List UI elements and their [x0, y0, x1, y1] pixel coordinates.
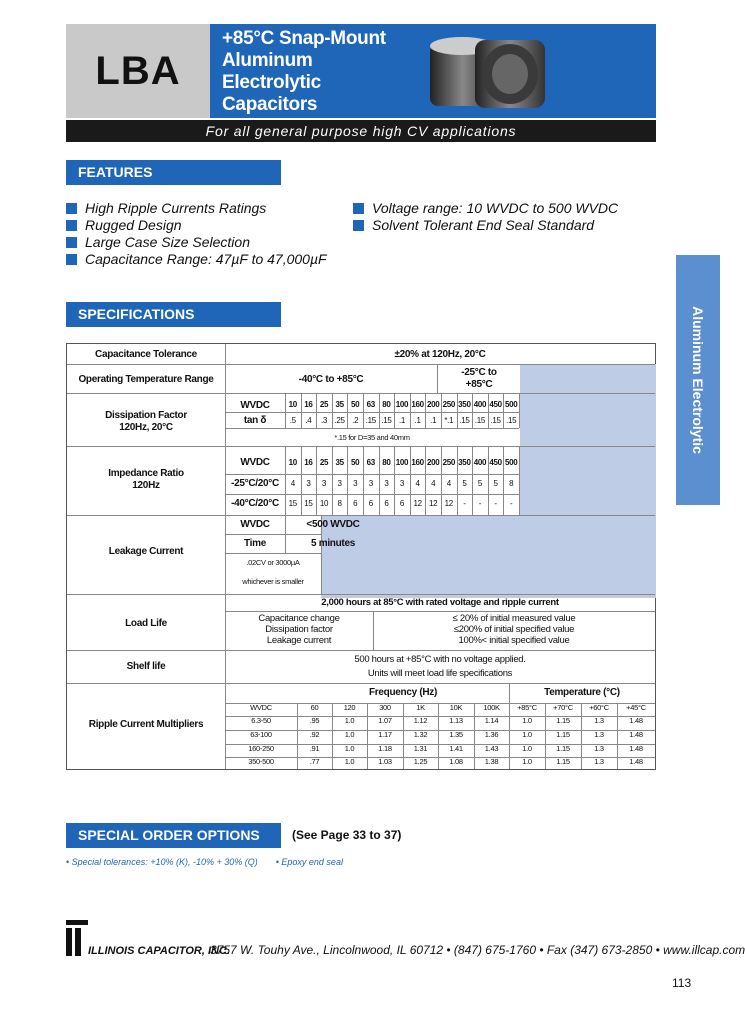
grid-line [347, 393, 348, 428]
grid-cell: 500 [504, 400, 518, 409]
ripple-cell: 1.15 [556, 730, 570, 739]
grid-cell: 500 [504, 458, 518, 467]
df-label: Dissipation Factor 120Hz, 20°C [105, 410, 187, 433]
load-param: Leakage current [266, 634, 332, 646]
grid-cell: 3 [306, 479, 311, 488]
grid-cell: 4 [290, 479, 295, 488]
grid-line [316, 446, 317, 515]
grid-cell: 350 [458, 400, 471, 409]
grid-cell: - [478, 499, 482, 508]
grid-line [285, 393, 286, 428]
bullet-square-icon [66, 254, 77, 265]
features-heading: FEATURES [66, 160, 281, 185]
ripple-cell: 1.41 [449, 744, 463, 753]
grid-cell: 200 [426, 458, 440, 467]
leak-formula: .02CV or 3000µA [246, 558, 300, 567]
feature-item [66, 217, 182, 234]
leak-time-value: 5 minutes [311, 538, 355, 549]
grid-line [488, 393, 489, 428]
ripple-cell: 1.0 [522, 744, 532, 753]
ripple-col-header: +85°C [517, 703, 537, 712]
load-param: Capacitance change [258, 613, 340, 624]
grid-line [425, 446, 426, 515]
grid-cell: 3 [368, 479, 373, 488]
grid-cell: 35 [335, 400, 344, 409]
ripple-cell: 1.0 [522, 716, 532, 725]
ripple-cell: 1.3 [594, 757, 604, 766]
grid-line [519, 446, 520, 515]
freq-label: Frequency (Hz) [368, 687, 438, 698]
temp-label: Operating Temperature Range [78, 374, 214, 385]
ripple-grid-line [474, 703, 475, 769]
grid-cell: 6 [399, 499, 405, 508]
bullet-square-icon [353, 220, 364, 231]
ripple-cell: 6.3-50 [251, 716, 271, 725]
leak-wvdc-value: <500 WVDC [306, 519, 360, 530]
grid-cell: .15 [365, 416, 376, 425]
grid-cell: 16 [304, 458, 313, 467]
grid-line [301, 446, 302, 515]
side-tab[interactable] [676, 255, 720, 505]
feature-text: Rugged Design [85, 217, 182, 233]
grid-cell: 8 [509, 479, 514, 488]
grid-line [519, 393, 520, 428]
grid-line [394, 446, 395, 515]
grid-cell: 12 [429, 499, 438, 508]
grid-cell: 63 [366, 400, 375, 409]
footer-address: 3757 W. Touhy Ave., Lincolnwood, IL 60712 • (847) 675-1760 • Fax (347) 673-2850 • www.illcap.com [210, 943, 745, 957]
ripple-col-header: 300 [379, 703, 391, 712]
feature-text: Solvent Tolerant End Seal Standard [372, 217, 595, 233]
bullet-square-icon [66, 220, 77, 231]
grid-cell: 4 [431, 479, 436, 488]
feature-text: Voltage range: 10 WVDC to 500 WVDC [372, 200, 619, 216]
special-order-item: • Special tolerances: +10% (K), -10% + 30% (Q) [66, 857, 258, 867]
shelf-label: Shelf life [126, 661, 166, 672]
ripple-grid-line [438, 703, 439, 769]
leak-label: Leakage Current [108, 546, 184, 557]
grid-cell: 8 [337, 499, 342, 508]
ripple-cell: 1.0 [522, 730, 532, 739]
grid-cell: 12 [413, 499, 422, 508]
grid-line [425, 393, 426, 428]
ripple-label: Ripple Current Multipliers [88, 719, 204, 730]
ripple-col-header: 10K [449, 703, 463, 712]
ripple-grid-line [581, 703, 582, 769]
special-order-note: (See Page 33 to 37) [292, 828, 402, 842]
grid-line [332, 393, 333, 428]
grid-cell: 10 [319, 499, 329, 508]
grid-cell: 350 [458, 458, 471, 467]
grid-cell: 15 [288, 499, 297, 508]
ripple-cell: 1.0 [344, 757, 355, 766]
specifications-heading: SPECIFICATIONS [66, 302, 281, 327]
feature-item [353, 200, 618, 217]
grid-cell: .25 [334, 416, 345, 425]
ripple-cell: 1.48 [629, 716, 643, 725]
grid-cell: 450 [489, 400, 502, 409]
leak-whichever: whichever is smaller [242, 577, 304, 586]
ripple-cell: 1.48 [629, 757, 643, 766]
grid-cell: .15 [506, 416, 517, 425]
temp-value-1: -40°C to +85°C [298, 374, 364, 385]
grid-cell: 3 [384, 479, 389, 488]
bullet-square-icon [353, 203, 364, 214]
special-order-item: • Epoxy end seal [275, 857, 343, 867]
grid-cell: 3 [337, 479, 342, 488]
grid-cell: 3 [399, 479, 405, 488]
grid-cell: 10 [288, 400, 297, 409]
specifications-table [66, 343, 656, 770]
shade-block-1 [520, 364, 656, 598]
df-wvdc-label: WVDC [240, 400, 270, 411]
ripple-cell: 1.15 [556, 757, 570, 766]
ripple-cell: 160-250 [248, 744, 274, 753]
ripple-grid-line [545, 703, 546, 769]
grid-cell: - [510, 499, 513, 508]
grid-line [457, 446, 458, 515]
grid-line [379, 393, 380, 428]
grid-cell: 3 [353, 479, 358, 488]
imp-row1-label: -25°C/20°C [231, 478, 279, 489]
ripple-cell: 1.35 [449, 730, 463, 739]
ripple-cell: 1.0 [522, 757, 532, 766]
ripple-cell: 1.14 [484, 716, 499, 725]
ripple-cell: 1.0 [344, 744, 355, 753]
grid-cell: 15 [304, 499, 313, 508]
ripple-cell: 1.3 [594, 716, 604, 725]
leak-time-label: Time [244, 538, 266, 549]
ripple-col-header: +60°C [589, 703, 609, 712]
ripple-grid-line [332, 703, 333, 769]
grid-line [285, 446, 286, 515]
grid-cell: 450 [489, 458, 502, 467]
ripple-col-header: 60 [310, 703, 319, 712]
temp-mult-label: Temperature (°C) [544, 687, 620, 698]
grid-cell: 5 [477, 479, 483, 488]
grid-cell: 250 [442, 458, 456, 467]
ripple-cell: 1.18 [378, 744, 392, 753]
logo-text: ILLINOIS CAPACITOR, INC. [88, 945, 230, 957]
feature-item [66, 200, 266, 217]
grid-cell: 100 [395, 400, 409, 409]
ripple-cell: 1.25 [413, 757, 428, 766]
bullet-square-icon [66, 237, 77, 248]
grid-cell: .4 [305, 416, 312, 425]
load-limits [373, 614, 655, 647]
grid-line [441, 446, 442, 515]
ripple-cell: 1.03 [378, 757, 392, 766]
ripple-col-header: WVDC [250, 703, 272, 712]
ripple-cell: 63-100 [250, 730, 272, 739]
grid-cell: 25 [319, 400, 329, 409]
feature-item [66, 234, 250, 251]
grid-cell: 250 [442, 400, 456, 409]
grid-cell: 5 [462, 479, 467, 488]
grid-cell: 12 [444, 499, 453, 508]
shelf-text-2: Units will meet load life specifications [367, 668, 513, 679]
grid-line [503, 393, 504, 428]
grid-cell: 6 [368, 499, 373, 508]
ripple-cell: 1.3 [594, 730, 604, 739]
ripple-cell: 1.38 [484, 757, 499, 766]
load-limit: ≤200% of initial specified value [453, 623, 575, 635]
grid-cell: .1 [414, 416, 421, 425]
ripple-cell: .92 [309, 730, 320, 739]
grid-line [394, 393, 395, 428]
ripple-cell: 1.12 [413, 716, 428, 725]
grid-cell: 200 [426, 400, 440, 409]
capacitor-end-inner [492, 54, 528, 94]
grid-line [363, 393, 364, 428]
grid-cell: .1 [398, 416, 406, 425]
grid-cell: 80 [382, 458, 391, 467]
ripple-cell: .95 [309, 716, 320, 725]
ripple-cell: 1.32 [413, 730, 428, 739]
grid-line [301, 393, 302, 428]
ripple-cell: 1.17 [378, 730, 392, 739]
grid-cell: - [463, 499, 466, 508]
grid-cell: 160 [411, 400, 424, 409]
ripple-cell: .77 [309, 757, 320, 766]
ripple-cell: 1.48 [629, 730, 643, 739]
imp-row2-label: -40°C/20°C [231, 498, 279, 509]
capacitor-photo [425, 30, 550, 112]
load-params [225, 614, 373, 647]
special-order-list [66, 857, 361, 867]
grid-cell: 25 [319, 458, 329, 467]
temp-value-2: -25°C to +85°C [461, 367, 497, 390]
grid-cell: 6 [384, 499, 389, 508]
feature-item [66, 251, 327, 268]
grid-line [488, 446, 489, 515]
ripple-grid-line [403, 703, 404, 769]
grid-cell: 160 [411, 458, 424, 467]
grid-line [441, 393, 442, 428]
grid-line [363, 446, 364, 515]
ripple-cell: 1.08 [449, 757, 463, 766]
ripple-cell: 1.13 [449, 716, 463, 725]
grid-line [503, 446, 504, 515]
load-header: 2,000 hours at 85°C with rated voltage and ripple current [321, 597, 559, 608]
feature-text: High Ripple Currents Ratings [85, 200, 267, 216]
cap-tol-value: ±20% at 120Hz, 20°C [394, 349, 486, 360]
feature-item [353, 217, 594, 234]
df-note: *.15 for D=35 and 40mm [334, 433, 410, 442]
ripple-grid-line [617, 703, 618, 769]
ripple-grid-line [297, 703, 298, 769]
ripple-cell: 1.31 [413, 744, 428, 753]
load-limit: ≤ 20% of initial measured value [452, 613, 576, 624]
grid-cell: 3 [321, 479, 327, 488]
ripple-col-header: 1K [416, 703, 425, 712]
ripple-cell: 1.36 [484, 730, 499, 739]
ripple-col-header: +45°C [626, 703, 646, 712]
ripple-cell: 1.15 [556, 716, 570, 725]
grid-cell: .15 [459, 416, 470, 425]
grid-line [316, 393, 317, 428]
grid-cell: - [494, 499, 497, 508]
grid-cell: 5 [493, 479, 498, 488]
grid-cell: .2 [352, 416, 359, 425]
ripple-cell: .91 [309, 744, 320, 753]
grid-cell: .3 [320, 416, 328, 425]
grid-cell: 16 [304, 400, 313, 409]
grid-cell: 400 [473, 458, 487, 467]
grid-line [379, 446, 380, 515]
grid-cell: 4 [415, 479, 420, 488]
grid-cell: .15 [474, 416, 486, 425]
grid-cell: .15 [381, 416, 392, 425]
grid-cell: 4 [446, 479, 451, 488]
grid-line [472, 393, 473, 428]
grid-cell: 35 [335, 458, 344, 467]
cap-tol-label: Capacitance Tolerance [95, 349, 197, 360]
df-tan-label: tan δ [243, 415, 267, 426]
grid-line [457, 393, 458, 428]
ripple-cell: 1.3 [594, 744, 604, 753]
page-title: +85°C Snap-Mount Aluminum Electrolytic Capacitors [222, 28, 386, 115]
ripple-grid-line [367, 703, 368, 769]
side-tab-label: Aluminum Electrolytic [690, 306, 706, 454]
grid-line [472, 446, 473, 515]
grid-line [410, 446, 411, 515]
ripple-cell: 350-500 [248, 757, 274, 766]
grid-cell: 6 [353, 499, 358, 508]
ripple-cell: 1.0 [344, 730, 355, 739]
page-number: 113 [672, 976, 692, 990]
load-param: Dissipation factor [265, 623, 333, 635]
grid-cell: 63 [366, 458, 375, 467]
load-limit: 100%< initial specified value [458, 634, 570, 646]
special-order-heading: SPECIAL ORDER OPTIONS [66, 823, 281, 848]
grid-cell: 50 [351, 458, 360, 467]
grid-cell: 80 [382, 400, 391, 409]
grid-cell: 400 [473, 400, 487, 409]
imp-wvdc-label: WVDC [240, 457, 270, 468]
grid-cell: 100 [395, 458, 409, 467]
grid-line [332, 446, 333, 515]
grid-cell: 10 [288, 458, 297, 467]
grid-line [347, 446, 348, 515]
grid-cell: *.1 [444, 416, 454, 425]
ripple-cell: 1.0 [344, 716, 355, 725]
grid-line [410, 393, 411, 428]
bullet-square-icon [66, 203, 77, 214]
ripple-col-header: 120 [343, 703, 356, 712]
feature-text: Capacitance Range: 47µF to 47,000µF [85, 251, 327, 267]
feature-text: Large Case Size Selection [85, 234, 250, 250]
shelf-text-1: 500 hours at +85°C with no voltage applied. [354, 654, 526, 665]
imp-label: Impedance Ratio 120Hz [108, 468, 184, 491]
ripple-cell: 1.07 [378, 716, 392, 725]
grid-cell: .15 [490, 416, 501, 425]
series-name: LBA [66, 24, 210, 118]
grid-cell: .1 [430, 416, 437, 425]
ripple-cell: 1.43 [484, 744, 499, 753]
leak-wvdc-label: WVDC [240, 519, 270, 530]
grid-cell: .5 [289, 416, 296, 425]
grid-cell: 50 [351, 400, 360, 409]
company-logo [66, 918, 230, 958]
logo-mark [66, 918, 230, 958]
tagline: For all general purpose high CV applications [66, 120, 656, 142]
ripple-cell: 1.48 [629, 744, 643, 753]
ripple-cell: 1.15 [556, 744, 570, 753]
load-label: Load Life [125, 618, 167, 629]
ripple-col-header: +70°C [553, 703, 573, 712]
ripple-col-header: 100K [483, 703, 500, 712]
